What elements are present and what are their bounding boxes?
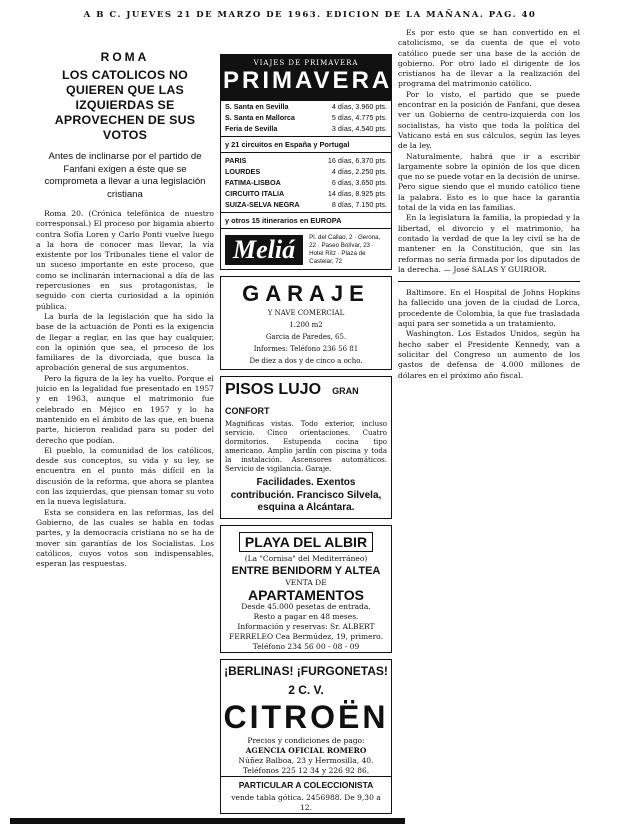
article-paragraph: Pero la figura de la ley ha vuelto. Porque el juicio en la legalidad fue presentado en 1957 y en 1963, aunque el matrimonio fue celebrado en Méjico en 1957 y lo ha mantenido en el ámbito de las que, en buena parte, hicieron realidad para su poder del derecho que podían. (36, 373, 214, 445)
citroen-line5: Núñez Balboa, 23 y Hermosilla, 40. (238, 755, 374, 765)
trip-row (221, 199, 391, 210)
column-divider (398, 281, 580, 282)
albir-line3: APARTAMENTOS (248, 586, 364, 603)
trip-price: 16 días, 6.370 pts. (327, 156, 387, 165)
primavera-top-label: VIAJES DE PRIMAVERA (253, 59, 359, 67)
garaje-ad (220, 276, 392, 370)
albir-line7: Teléfono 234 56 00 - 08 - 09 (252, 641, 360, 651)
trip-row (221, 123, 391, 134)
trip-row (221, 112, 391, 123)
trip-price: 4 días, 2.250 pts. (331, 167, 387, 176)
citroen-foot2: vende tabla gótica. 2456988. De 9,30 a 12. (231, 792, 381, 812)
right-paragraph: En la legislatura la familia, la propiedad y la libertad, el divorcio y el matrimonio, ha contado la verdad de que la ley civil se ha de mantener en la Constitución, que sin las reformas no sería firmada por los diputados de la derecha. — José SALAS Y GUIRIOR. (398, 213, 580, 274)
citroen-line2: 2 C. V. (288, 682, 324, 697)
article-paragraph: El pueblo, la comunidad de los católicos, desde sus conceptos, su vida y su ley, se encuentra en el punto más difícil en la discusión de la reforma, que ahora se plantea con las izquierdas, que piensan tomar su voto en la nueva legislatura. (36, 445, 214, 507)
primavera-bottom-line: y otros 15 itinerarios en EUROPA (221, 212, 391, 229)
garaje-hours: De diez a dos y de cinco a ocho. (249, 357, 363, 365)
primavera-ad (220, 54, 392, 270)
pisos-head (221, 377, 391, 420)
article-headline: LOS CATOLICOS NO QUIEREN QUE LAS IZQUIERDAS SE APROVECHEN DE SUS VOTOS (54, 68, 196, 142)
right-paragraph: Washington. Los Estados Unidos, según ha hecho saber el Presidente Kennedy, van a solicitar del Congreso un aumento de los gastos de defensa de 4.000 millones de dólares en el próximo año fiscal. (398, 329, 580, 380)
garaje-sub: Y NAVE COMERCIAL (267, 309, 345, 317)
primavera-middle-line: y 21 circuitos en España y Portugal (221, 136, 391, 153)
article-paragraph: Esta se considera en las reformas, las del Gobierno, de las cuales se habla en todas partes, y la democracia cristiana no se ha de mover sin garantías de los Socialistas. Los católicos, cuyos votos son indispensables, esperan las respuestas. (36, 507, 214, 569)
garaje-info: Informes: Teléfono 236 56 81 (253, 345, 359, 353)
trip-price: 14 días, 8.925 pts. (327, 189, 387, 198)
citroen-line6: Teléfonos 225 12 34 y 226 92 86. (242, 765, 370, 775)
article-paragraph: La burla de la legislación que ha sido la base de la actuación de Ponti es la exigencia de llegar a reglar, en las que hay cualquier, con la opinión que sea, el proceso de los familiares de la divorciada, que busca la aprobación general de sus argumentos. (36, 311, 214, 373)
pisos-text: Magnificas vistas. Todo exterior, incluso servicio. Cinco orientaciones. Cuatro dormitorios. Estupenda cocina tipo americano. Amplio jardín con piscina y toda la instalación. Ascensores automáticos. Servicio de vigilancia. Garaje. (225, 420, 387, 473)
trip-row (221, 101, 391, 112)
albir-line6: Información y reservas: Sr. ALBERT FERRELEO Cea Bermúdez, 19, primero. (229, 621, 383, 641)
albir-title: PLAYA DEL ALBIR (239, 532, 373, 552)
melia-address: Pl. del Callao, 2 · Gerona, 22 · Paseo Bolívar, 23 · Hotel Ritz · Plaza de Castelar, 72 (309, 234, 381, 265)
bottom-bar (10, 818, 405, 824)
trip-price: 8 días, 7.150 pts. (331, 200, 387, 209)
citroen-line1: ¡BERLINAS! ¡FURGONETAS! (224, 663, 388, 678)
right-paragraph: Por lo visto, el partido que se puede encontrar en la posición de Fanfani, que desea ver un Gobierno de centro-izquierda con los socialistas, ha visto que toda la política del Vaticano está en sus cálculos, según las leyes de la ley. (398, 89, 580, 151)
albir-ad (220, 525, 392, 653)
garaje-address: Garcia de Paredes, 65. (265, 333, 347, 341)
pisos-title: PISOS LUJO (225, 381, 322, 398)
garaje-area: 1.200 m2 (289, 321, 323, 329)
albir-tag: (La "Cornisa" del Mediterráneo) (244, 553, 368, 563)
trip-name: Feria de Sevilla (225, 124, 278, 133)
trip-price: 4 días, 3.960 pts. (331, 102, 387, 111)
article-column (36, 50, 214, 830)
pisos-subtitle: GRAN CONFORT (225, 386, 359, 416)
albir-line4: Desde 45.000 pesetas de entrada. (241, 601, 371, 611)
trip-name: LOURDES (225, 167, 261, 176)
citroen-line4: AGENCIA OFICIAL ROMERO (245, 745, 367, 755)
trip-name: FATIMA-LISBOA (225, 178, 281, 187)
trip-name: S. Santa en Sevilla (225, 102, 289, 111)
trip-row (221, 155, 391, 166)
trip-name: CIRCUITO ITALIA (225, 189, 285, 198)
trip-price: 3 días, 4.540 pts. (331, 124, 387, 133)
melia-logo: Meliá (225, 235, 303, 265)
pisos-ad (220, 376, 392, 519)
pisos-foot: Facilidades. Exentos contribución. Francisco Silvela, esquina a Alcántara. (230, 477, 382, 513)
trip-name: S. Santa en Mallorca (225, 113, 295, 122)
right-paragraph: Es por esto que se han convertido en el catolicismo, se da cuenta de que el voto católico puede ser una base de la acción de gobierno. Por otro lado el dirigente de los cristianos ha de llevar a la realización del programa del matrimonio católico. (398, 28, 580, 89)
albir-line5: Resto a pagar en 48 meses. (253, 611, 359, 621)
citroen-logo: CITROËN (223, 698, 389, 735)
primavera-title: PRIMAVERA (223, 67, 393, 94)
albir-line2: VENTA DE (285, 577, 327, 587)
garaje-title: GARAJE (242, 281, 370, 306)
article-paragraph: Roma 20. (Crónica telefónica de nuestro corresponsal.) El proceso por bigamia abierto contra Sofía Loren y Carlo Ponti vuelve luego a la hora de conocer mas llevar, la vía existente por los Tribunales tiene el valor de un suceso importante en este proceso, que como se inclinarán internacional a día de las repercusiones en sus protagonistas, le seguido con cierta curiosidad a la opinión pública. (36, 209, 214, 311)
primavera-banner (221, 55, 391, 101)
page-header: A B C. JUEVES 21 DE MARZO DE 1963. EDICION DE LA MAÑANA. PAG. 40 (83, 10, 537, 20)
trip-row (221, 166, 391, 177)
right-paragraph: Baltimore. En el Hospital de Johns Hopkins ha fallecido una joven de la ciudad de Lorca, procedente de Colombia, la que fue trasladada aquí para ser sometida a un tratamiento. (398, 288, 580, 329)
trip-price: 6 días, 3.650 pts. (331, 178, 387, 187)
article-subhead: Antes de inclinarse por el partido de Fanfani exigen a éste que se comprometa a llevar a una legislación cristiana (44, 151, 206, 200)
trip-price: 5 días, 4.775 pts. (331, 113, 387, 122)
citroen-ad (220, 659, 392, 814)
citroen-line3: Precios y condiciones de pago: (247, 735, 365, 745)
trip-row (221, 188, 391, 199)
citroen-foot: PARTICULAR A COLECCIONISTA (221, 776, 391, 793)
melia-block (221, 231, 391, 269)
right-column (398, 28, 580, 828)
ads-column (220, 54, 392, 824)
albir-line1: ENTRE BENIDORM Y ALTEA (231, 564, 381, 577)
right-paragraph: Naturalmente, habrá que ir a escribir largamente sobre la opinión de los que dicen que no se puede votar en la decisión de unirse. Pero sigue siendo que el mundo católico tiene la palabra. Esto es lo que hace la garantía total de la vida en las familias. (398, 151, 580, 213)
article-section: ROMA (100, 50, 150, 64)
trip-name: SUIZA-SELVA NEGRA (225, 200, 300, 209)
trip-row (221, 177, 391, 188)
trip-name: PARIS (225, 156, 247, 165)
